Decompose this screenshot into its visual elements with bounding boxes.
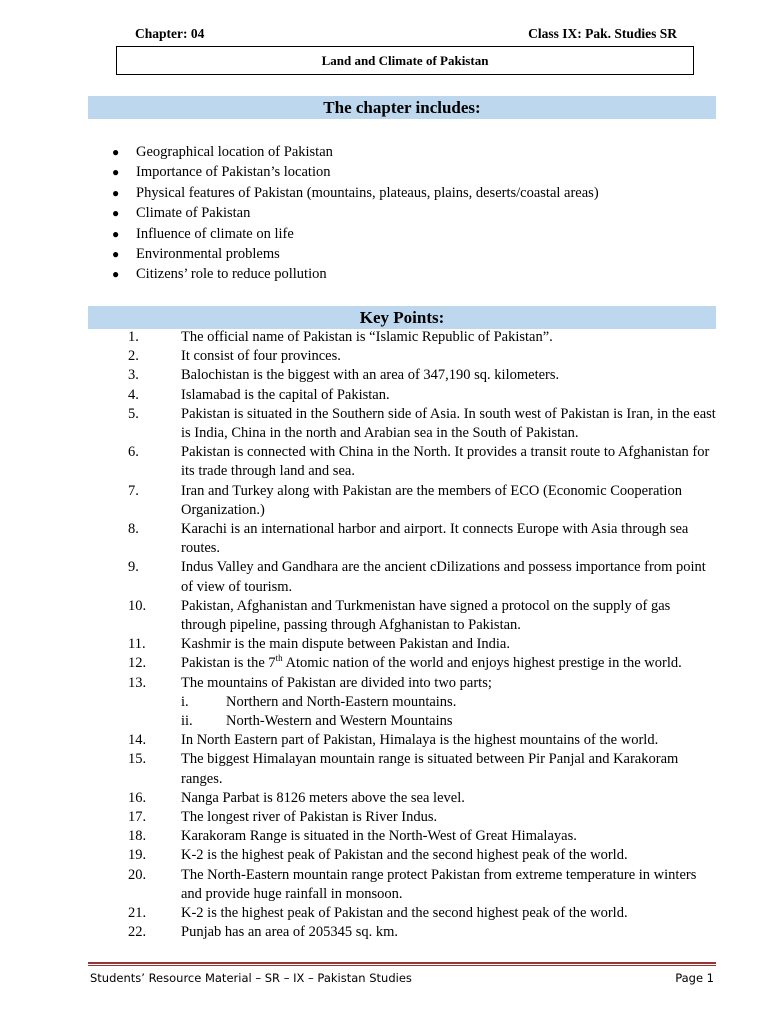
list-item: ● Importance of Pakistan’s location [112, 162, 712, 182]
list-item [128, 750, 718, 788]
list-item [128, 366, 718, 385]
key-points-list [128, 328, 718, 943]
list-item [128, 558, 718, 596]
item-text: Punjab has an area of 205345 sq. km. [181, 924, 399, 941]
item-number: 5. [128, 405, 139, 422]
item-number: 12. [128, 655, 147, 672]
list-item [128, 827, 718, 846]
item-number: 11. [128, 636, 146, 653]
bullet-icon: ● [112, 165, 120, 180]
bullet-icon: ● [112, 247, 120, 262]
item-number: 15. [128, 751, 147, 768]
item-text: Northern and North-Eastern mountains. [226, 693, 457, 710]
item-number: 10. [128, 597, 147, 614]
list-item [128, 520, 718, 558]
item-text: Islamabad is the capital of Pakistan. [181, 386, 390, 403]
class-label: Class IX: Pak. Studies SR [528, 26, 677, 41]
list-item [128, 443, 718, 481]
item-text-post: Atomic nation of the world and enjoys highest prestige in the world. [282, 655, 682, 672]
document-title: Land and Climate of Pakistan [116, 46, 694, 75]
item-text: It consist of four provinces. [181, 348, 341, 365]
bullet-icon: ● [112, 226, 120, 241]
item-text: Karachi is an international harbor and airport. It connects Europe with Asia through sea routes. [181, 521, 689, 557]
item-number: 16. [128, 789, 147, 806]
list-item: ● Climate of Pakistan [112, 203, 712, 223]
footer-source: Students’ Resource Material – SR – IX – Pakistan Studies [90, 971, 412, 985]
item-number: ii. [181, 713, 193, 730]
list-item [128, 597, 718, 635]
item-text-sup: th [275, 653, 283, 664]
bullet-icon: ● [112, 145, 120, 159]
item-text: Iran and Turkey along with Pakistan are the members of ECO (Economic Cooperation Organization.) [181, 482, 682, 518]
indent-spacer [128, 712, 181, 731]
list-item [128, 328, 718, 347]
bullet-icon: ● [112, 267, 120, 282]
item-text: The official name of Pakistan is “Islamic Republic of Pakistan”. [181, 329, 553, 345]
item-text: Pakistan is situated in the Southern side of Asia. In south west of Pakistan is Iran, in the east is India, China in the north and Arabian sea in the South of Pakistan. [181, 405, 716, 442]
item-number: 7. [128, 482, 139, 499]
footer-rule [88, 962, 716, 964]
list-item [128, 846, 718, 865]
item-number: 19. [128, 847, 147, 864]
item-number: 4. [128, 386, 139, 403]
item-text: Nanga Parbat is 8126 meters above the sea level. [181, 789, 465, 806]
list-item [128, 674, 718, 693]
item-number: 17. [128, 809, 147, 826]
item-text: Pakistan, Afghanistan and Turkmenistan have signed a protocol on the supply of gas through pipeline, passing through Afghanistan to Pakistan. [181, 597, 671, 634]
item-text: Kashmir is the main dispute between Pakistan and India. [181, 636, 510, 653]
list-item [128, 866, 718, 904]
item-text [181, 654, 718, 673]
item-number: 18. [128, 828, 147, 845]
item-text: Karakoram Range is situated in the North-West of Great Himalayas. [181, 828, 577, 845]
list-item [128, 789, 718, 808]
bullet-icon: ● [112, 206, 120, 221]
item-number: 6. [128, 444, 139, 461]
list-item [128, 386, 718, 405]
list-item [128, 654, 718, 673]
item-text: Balochistan is the biggest with an area of 347,190 sq. kilometers. [181, 367, 560, 384]
item-number: 2. [128, 348, 139, 365]
item-text: Pakistan is connected with China in the North. It provides a transit route to Afghanistan for its trade through land and sea. [181, 444, 710, 480]
includes-list [112, 142, 712, 285]
item-text: K-2 is the highest peak of Pakistan and the second highest peak of the world. [181, 847, 628, 864]
item-number: 13. [128, 674, 147, 691]
chapter-label: Chapter: 04 [135, 26, 205, 41]
list-item [128, 635, 718, 654]
list-item [128, 904, 718, 923]
item-text: The North-Eastern mountain range protect Pakistan from extreme temperature in winters and provide huge rainfall in monsoon. [181, 866, 697, 902]
item-text: The mountains of Pakistan are divided into two parts; [181, 674, 492, 691]
item-number: i. [181, 693, 189, 710]
list-item [128, 731, 718, 750]
sub-list-item [128, 712, 718, 731]
list-item [128, 923, 718, 942]
item-text: K-2 is the highest peak of Pakistan and the second highest peak of the world. [181, 905, 628, 922]
list-item: ● Citizens’ role to reduce pollution [112, 264, 712, 284]
item-number: 3. [128, 367, 139, 384]
item-number: 8. [128, 521, 139, 538]
list-item: ● Influence of climate on life [112, 224, 712, 244]
list-item: ● Environmental problems [112, 244, 712, 264]
list-item [128, 808, 718, 827]
page-number: Page 1 [675, 971, 714, 985]
list-item: ● Physical features of Pakistan (mountains, plateaus, plains, deserts/coastal areas) [112, 183, 712, 203]
item-text: North-Western and Western Mountains [226, 713, 453, 730]
item-number: 20. [128, 866, 147, 883]
item-text-pre: Pakistan is the 7 [181, 655, 276, 672]
item-text: Indus Valley and Gandhara are the ancient cDilizations and possess importance from point of view of tourism. [181, 559, 706, 595]
bullet-icon: ● [112, 185, 120, 200]
key-points-heading: Key Points: [88, 306, 716, 329]
list-item: ● Geographical location of Pakistan [112, 142, 712, 162]
list-item [128, 482, 718, 520]
list-item [128, 405, 718, 443]
includes-heading: The chapter includes: [88, 96, 716, 119]
sub-list-item [128, 693, 718, 712]
item-text: In North Eastern part of Pakistan, Himalaya is the highest mountains of the world. [181, 732, 659, 749]
footer-rule-thin [88, 965, 716, 966]
indent-spacer [128, 693, 181, 712]
item-number: 22. [128, 924, 147, 941]
item-number: 14. [128, 732, 147, 749]
item-text: The longest river of Pakistan is River Indus. [181, 809, 438, 826]
item-text: The biggest Himalayan mountain range is situated between Pir Panjal and Karakoram ranges. [181, 751, 679, 787]
item-number: 9. [128, 559, 139, 576]
item-number: 1. [128, 329, 139, 345]
item-number: 21. [128, 905, 147, 922]
list-item [128, 347, 718, 366]
